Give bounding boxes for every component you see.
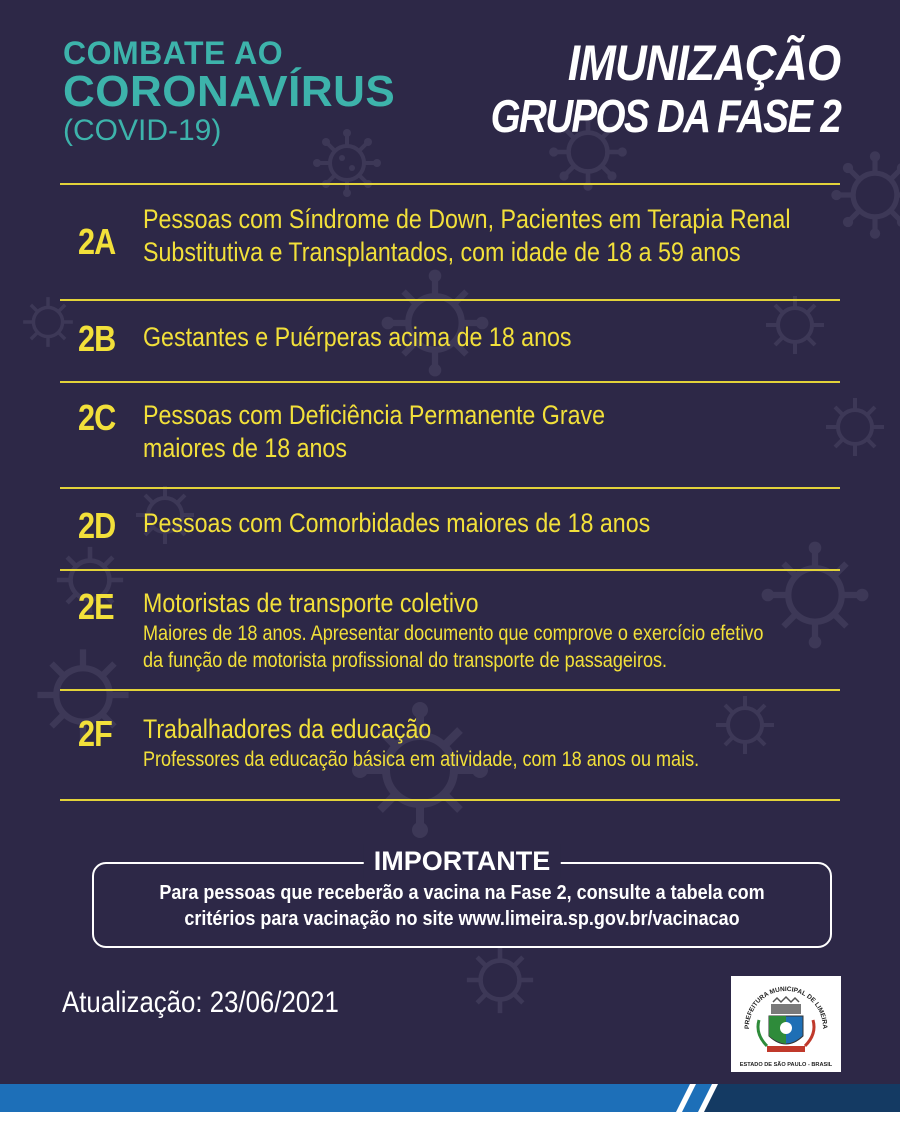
group-description: [143, 713, 840, 773]
divider: [60, 799, 840, 801]
group-detail: Maiores de 18 anos. Apresentar documento que comprove o exercício efetivo: [143, 622, 764, 645]
title-line-2: GRUPOS DA FASE 2: [490, 90, 840, 142]
group-title: Pessoas com Deficiência Permanente Grave: [143, 400, 606, 430]
seal-top-text: PREFEITURA MUNICIPAL DE LIMEIRA: [743, 985, 829, 1030]
update-date: Atualização: 23/06/2021: [62, 986, 339, 1019]
priority-groups-list: [60, 183, 840, 801]
group-code: 2D: [78, 505, 116, 546]
group-code: 2C: [78, 397, 116, 438]
footer-stripes: [0, 1078, 900, 1128]
notice-label: IMPORTANTE: [364, 844, 561, 878]
group-title: Motoristas de transporte coletivo: [143, 588, 479, 618]
group-title: Substitutiva e Transplantados, com idade de 18 a 59 anos: [143, 237, 741, 267]
group-detail: da função de motorista profissional do transporte de passageiros.: [143, 649, 668, 672]
group-detail: Professores da educação básica em atividade, com 18 anos ou mais.: [143, 748, 700, 771]
group-code: 2F: [78, 713, 113, 754]
brand-line-2: CORONAVÍRUS: [63, 67, 396, 116]
group-2b: [60, 301, 840, 381]
municipal-seal: [731, 976, 841, 1072]
group-2f: [60, 691, 840, 799]
footer-band: [0, 1078, 900, 1128]
notice-text: [94, 880, 830, 932]
brand-line-1: COMBATE AO: [63, 35, 284, 71]
coat-of-arms-icon: [731, 976, 841, 1072]
group-2c: [60, 383, 840, 487]
group-description: [143, 203, 840, 269]
group-code: 2A: [78, 221, 116, 262]
group-2e: [60, 571, 840, 689]
group-2d: [60, 489, 840, 569]
title-line-1: IMUNIZAÇÃO: [567, 35, 840, 91]
group-2a: [60, 185, 840, 299]
group-description: [143, 587, 840, 674]
notice-line: Para pessoas que receberão a vacina na Fase 2, consulte a tabela com: [159, 882, 765, 904]
group-code: 2E: [78, 586, 114, 627]
group-title: Pessoas com Comorbidades maiores de 18 anos: [143, 508, 651, 538]
group-title: Trabalhadores da educação: [143, 714, 432, 744]
group-title: Gestantes e Puérperas acima de 18 anos: [143, 322, 572, 352]
group-title: maiores de 18 anos: [143, 433, 347, 463]
virus-icon: [460, 940, 540, 1020]
group-title: Pessoas com Síndrome de Down, Pacientes em Terapia Renal: [143, 204, 791, 234]
page-title: [424, 36, 840, 142]
virus-icon: [830, 150, 900, 240]
group-description: [143, 507, 840, 540]
group-description: [143, 399, 840, 465]
group-description: [143, 321, 840, 354]
notice-line: critérios para vacinação no site www.limeira.sp.gov.br/vacinacao: [184, 908, 740, 930]
seal-bottom-text: ESTADO DE SÃO PAULO - BRASIL: [739, 1062, 833, 1068]
campaign-brand: [63, 36, 395, 148]
brand-line-3: (COVID-19): [63, 114, 222, 147]
group-code: 2B: [78, 318, 116, 359]
important-notice: [92, 846, 832, 948]
